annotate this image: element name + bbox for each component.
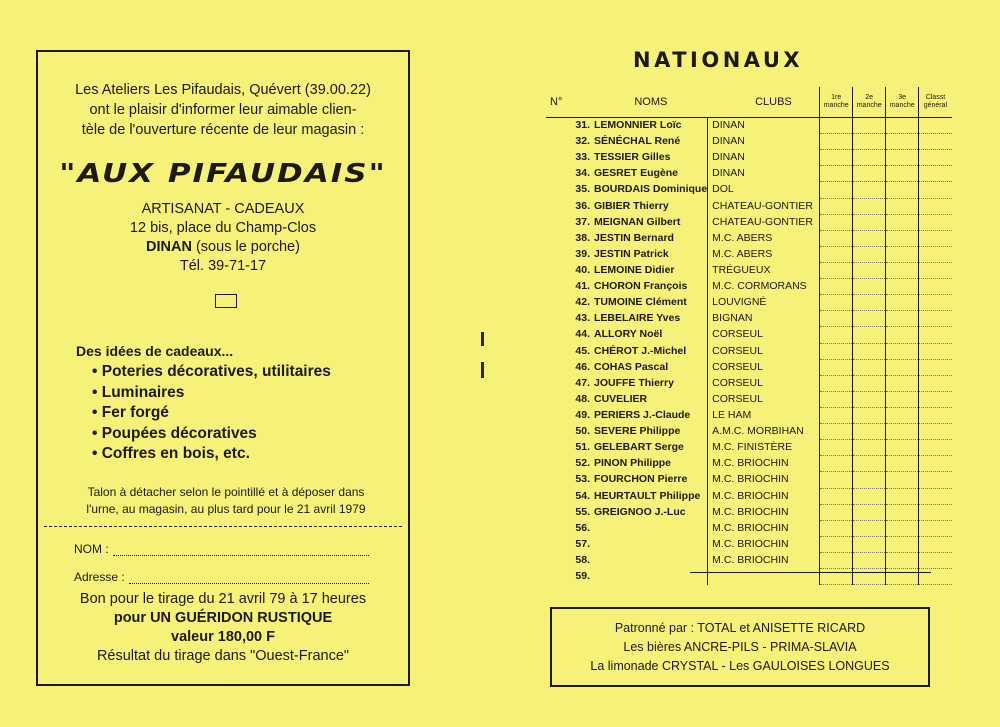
table-row [546,504,952,520]
draw-coupon-text [38,590,408,666]
manche-2-cell [853,424,886,440]
sponsor-line: Les bières ANCRE-PILS - PRIMA-SLAVIA [623,640,857,654]
manche-3-cell [886,472,919,488]
club-name: CORSEUL [708,327,820,343]
manche-2-cell [853,504,886,520]
table-row [546,359,952,375]
table-row [546,488,952,504]
rider-name: MEIGNAN Gilbert [594,215,681,228]
manche-1-cell [820,424,853,440]
row-number: 59. [575,570,590,583]
club-name: CORSEUL [708,343,820,359]
row-number: 53. [575,473,590,486]
manche-2-cell [853,472,886,488]
manche-2-cell [853,359,886,375]
manche-3-cell [886,359,919,375]
city-note: (sous le porche) [191,239,300,255]
row-number: 35. [575,183,590,196]
rider-name: HEURTAULT Philippe [594,489,701,502]
manche-2-cell [853,488,886,504]
manche-2-cell [853,198,886,214]
rider-name: COHAS Pascal [594,360,669,373]
manche-3-cell [886,262,919,278]
idea-item: • Poupées décoratives [92,424,331,445]
manche-2-cell [853,391,886,407]
ideas-title: Des idées de cadeaux... [76,343,234,359]
manche-3-cell [886,279,919,295]
manche-3-cell [886,552,919,568]
club-name: BIGNAN [708,311,820,327]
manche-3-cell [886,230,919,246]
table-row [546,375,952,391]
classement-cell [919,279,952,295]
bon-line: Bon pour le tirage du 21 avril 79 à 17 heures [79,591,367,607]
sponsor-line: Patronné par : TOTAL et ANISETTE RICARD [614,621,866,635]
rider-name: CHORON François [594,280,688,293]
classement-cell [919,150,952,166]
row-number: 57. [575,537,590,550]
club-name: CORSEUL [708,375,820,391]
club-name: TRÉGUEUX [708,262,820,278]
manche-2-cell [853,134,886,150]
table-row [546,391,952,407]
row-number: 50. [575,425,590,438]
manche-1-cell [820,472,853,488]
club-name: LE HAM [708,407,820,423]
table-row [546,407,952,423]
rider-name: SÉNÉCHAL René [594,135,681,148]
club-name: CORSEUL [708,391,820,407]
classement-cell [919,118,952,134]
manche-2-cell [853,552,886,568]
manche-1-cell [820,536,853,552]
manche-3-cell [886,246,919,262]
row-number: 44. [575,328,590,341]
row-number: 41. [575,280,590,293]
shop-address: 12 bis, place du Champ-Clos [129,220,317,236]
rider-name: LEBELAIRE Yves [594,312,681,325]
cut-line [44,526,402,527]
manche-2-cell [853,440,886,456]
classement-cell [919,134,952,150]
table-row [546,182,952,198]
manche-2-cell [853,166,886,182]
classement-cell [919,424,952,440]
rider-name: PINON Philippe [594,457,672,470]
header-manche-3: 3e manche [886,87,919,118]
nom-line[interactable] [113,545,369,556]
manche-3-cell [886,391,919,407]
rider-name: GIBIER Thierry [594,199,669,212]
manche-1-cell [820,246,853,262]
manche-1-cell [820,214,853,230]
row-number: 39. [575,247,590,260]
header-classement: Classt général [919,87,952,118]
club-name: M.C. BRIOCHIN [708,472,820,488]
rider-name: JESTIN Patrick [594,247,669,260]
club-name: LOUVIGNÉ [708,295,820,311]
manche-3-cell [886,343,919,359]
club-name: DINAN [708,134,820,150]
row-number: 45. [575,344,590,357]
talon-line: Talon à détacher selon le pointillé et à déposer dans [87,485,365,499]
manche-1-cell [820,279,853,295]
classement-cell [919,520,952,536]
rectangle-mark [215,294,237,308]
table-row [546,440,952,456]
table-row [546,552,952,568]
manche-3-cell [886,520,919,536]
rider-name [594,569,708,585]
table-row [546,456,952,472]
manche-1-cell [820,488,853,504]
page-title: NATIONAUX [633,48,804,72]
manche-1-cell [820,327,853,343]
manche-1-cell [820,230,853,246]
club-name: A.M.C. MORBIHAN [708,424,820,440]
manche-2-cell [853,214,886,230]
sponsor-box [550,607,930,687]
row-number: 46. [575,360,590,373]
manche-1-cell [820,262,853,278]
row-number: 37. [575,215,590,228]
table-row [546,262,952,278]
club-name: M.C. ABERS [708,246,820,262]
rider-name: BOURDAIS Dominique [594,183,708,196]
manche-1-cell [820,407,853,423]
intro-text [38,80,408,140]
table-row [546,118,952,134]
rider-name: PERIERS J.-Claude [594,409,691,422]
club-name: M.C. ABERS [708,230,820,246]
manche-1-cell [820,569,853,585]
manche-1-cell [820,456,853,472]
shop-info [38,200,408,276]
row-number: 42. [575,296,590,309]
table-row [546,166,952,182]
club-name [708,569,820,585]
rider-name: LEMONNIER Loïc [594,119,682,132]
manche-3-cell [886,440,919,456]
shop-city [38,238,408,257]
rider-name: GELEBART Serge [594,441,684,454]
table-row [546,520,952,536]
manche-1-cell [820,134,853,150]
club-name: DINAN [708,118,820,134]
classement-cell [919,375,952,391]
intro-line: ont le plaisir d'informer leur aimable clien- [89,102,357,118]
row-number: 55. [575,505,590,518]
table-body [546,118,952,585]
manche-2-cell [853,295,886,311]
shop-subtitle: ARTISANAT - CADEAUX [141,201,305,217]
header-manche-2: 2e manche [853,87,886,118]
manche-1-cell [820,311,853,327]
city-name: DINAN [146,239,192,255]
nom-field[interactable] [74,542,369,556]
club-name: CORSEUL [708,359,820,375]
row-number: 43. [575,312,590,325]
table-row [546,134,952,150]
table-row [546,198,952,214]
manche-2-cell [853,150,886,166]
rider-name: JOUFFE Thierry [594,376,674,389]
intro-line: tèle de l'ouverture récente de leur magasin : [81,122,365,138]
manche-3-cell [886,504,919,520]
rider-name [594,520,708,536]
manche-3-cell [886,407,919,423]
intro-line: Les Ateliers Les Pifaudais, Quévert (39.00.22) [75,82,371,98]
manche-3-cell [886,456,919,472]
manche-1-cell [820,118,853,134]
classement-cell [919,552,952,568]
classement-cell [919,359,952,375]
manche-1-cell [820,504,853,520]
idea-item: • Coffres en bois, etc. [92,444,331,465]
row-number: 33. [575,151,590,164]
header-manche-1: 1re manche [820,87,853,118]
manche-3-cell [886,424,919,440]
club-name: M.C. CORMORANS [708,279,820,295]
manche-2-cell [853,118,886,134]
rider-name: JESTIN Bernard [594,231,674,244]
manche-2-cell [853,343,886,359]
rider-name [594,552,708,568]
sponsor-line: La limonade CRYSTAL - Les GAULOISES LONGUES [590,659,890,673]
classement-cell [919,262,952,278]
header-noms: NOMS [594,87,708,118]
shop-name: "AUX PIFAUDAIS" [59,159,387,189]
manche-2-cell [853,230,886,246]
manche-2-cell [853,520,886,536]
table-row [546,279,952,295]
idea-item: • Poteries décoratives, utilitaires [92,362,331,383]
classement-cell [919,488,952,504]
classement-cell [919,198,952,214]
row-number: 38. [575,231,590,244]
classement-cell [919,166,952,182]
manche-1-cell [820,166,853,182]
manche-3-cell [886,295,919,311]
classement-cell [919,295,952,311]
manche-1-cell [820,150,853,166]
manche-3-cell [886,118,919,134]
row-number: 48. [575,392,590,405]
classement-cell [919,569,952,585]
manche-2-cell [853,569,886,585]
manche-1-cell [820,198,853,214]
results-table [546,87,952,585]
club-name: DINAN [708,150,820,166]
club-name: M.C. BRIOCHIN [708,520,820,536]
club-name: M.C. BRIOCHIN [708,536,820,552]
fold-mark [481,332,484,346]
manche-1-cell [820,552,853,568]
rider-name: ALLORY Noël [594,328,663,341]
manche-1-cell [820,375,853,391]
club-name: M.C. BRIOCHIN [708,552,820,568]
manche-1-cell [820,520,853,536]
table-row [546,569,952,585]
classement-cell [919,456,952,472]
classement-cell [919,440,952,456]
rider-name: CHÉROT J.-Michel [594,344,687,357]
manche-2-cell [853,246,886,262]
header-num: N° [546,87,594,118]
manche-2-cell [853,182,886,198]
table-row [546,343,952,359]
rider-name: GESRET Eugène [594,167,679,180]
adresse-field[interactable] [74,570,369,584]
row-number: 34. [575,167,590,180]
table-row [546,246,952,262]
advert-box [36,50,410,686]
row-number: 58. [575,554,590,566]
row-number: 47. [575,376,590,389]
ideas-list [92,362,331,465]
manche-1-cell [820,182,853,198]
manche-3-cell [886,327,919,343]
rider-name: TUMOINE Clément [594,296,687,309]
rider-name: TESSIER Gilles [594,151,671,164]
table-row [546,472,952,488]
table-row [546,327,952,343]
table-row [546,214,952,230]
bon-line: valeur 180,00 F [171,629,275,645]
classement-cell [919,246,952,262]
manche-1-cell [820,391,853,407]
manche-1-cell [820,359,853,375]
bon-line: Résultat du tirage dans "Ouest-France" [96,648,350,664]
manche-3-cell [886,311,919,327]
rider-name: LEMOINE Didier [594,264,675,277]
talon-line: l'urne, au magasin, au plus tard pour le 21 avril 1979 [86,502,366,516]
row-number: 49. [575,409,590,422]
table-bottom-rule [690,572,931,573]
club-name: DOL [708,182,820,198]
manche-3-cell [886,166,919,182]
row-number: 52. [575,457,590,470]
club-name: M.C. BRIOCHIN [708,504,820,520]
manche-1-cell [820,295,853,311]
row-number: 56. [575,521,590,534]
manche-3-cell [886,198,919,214]
manche-2-cell [853,311,886,327]
manche-3-cell [886,150,919,166]
classement-cell [919,472,952,488]
manche-2-cell [853,262,886,278]
manche-1-cell [820,440,853,456]
manche-2-cell [853,375,886,391]
talon-instructions [74,484,378,518]
adresse-label: Adresse : [74,570,125,584]
rider-name: SEVERE Philippe [594,425,681,438]
club-name: M.C. FINISTÈRE [708,440,820,456]
manche-3-cell [886,569,919,585]
club-name: CHATEAU-GONTIER [708,214,820,230]
table-row [546,311,952,327]
manche-3-cell [886,182,919,198]
manche-2-cell [853,456,886,472]
club-name: M.C. BRIOCHIN [708,488,820,504]
rider-name: CUVELIER [594,392,648,405]
shop-phone: Tél. 39-71-17 [179,258,267,274]
nom-label: NOM : [74,542,109,556]
classement-cell [919,327,952,343]
rider-name: FOURCHON Pierre [594,473,688,486]
table-row [546,230,952,246]
club-name: DINAN [708,166,820,182]
manche-2-cell [853,407,886,423]
classement-cell [919,343,952,359]
classement-cell [919,504,952,520]
classement-cell [919,536,952,552]
idea-item: • Luminaires [92,383,331,404]
idea-item: • Fer forgé [92,403,331,424]
bon-line: pour UN GUÉRIDON RUSTIQUE [113,610,333,626]
row-number: 32. [575,135,590,148]
row-number: 51. [575,441,590,454]
manche-3-cell [886,488,919,504]
adresse-line[interactable] [129,573,369,584]
club-name: CHATEAU-GONTIER [708,198,820,214]
rider-name [594,536,708,552]
row-number: 40. [575,264,590,277]
row-number: 54. [575,489,590,502]
classement-cell [919,391,952,407]
header-clubs: CLUBS [708,87,820,118]
fold-mark [481,362,484,378]
manche-2-cell [853,327,886,343]
classement-cell [919,311,952,327]
manche-3-cell [886,214,919,230]
row-number: 31. [575,119,590,132]
manche-1-cell [820,343,853,359]
manche-2-cell [853,536,886,552]
manche-3-cell [886,536,919,552]
classement-cell [919,230,952,246]
manche-3-cell [886,134,919,150]
classement-cell [919,407,952,423]
table-row [546,295,952,311]
table-row [546,536,952,552]
manche-3-cell [886,375,919,391]
table-row [546,424,952,440]
row-number: 36. [575,199,590,212]
manche-2-cell [853,279,886,295]
rider-name: GREIGNOO J.-Luc [594,505,686,518]
classement-cell [919,214,952,230]
table-header [546,87,952,118]
table-row [546,150,952,166]
classement-cell [919,182,952,198]
club-name: M.C. BRIOCHIN [708,456,820,472]
